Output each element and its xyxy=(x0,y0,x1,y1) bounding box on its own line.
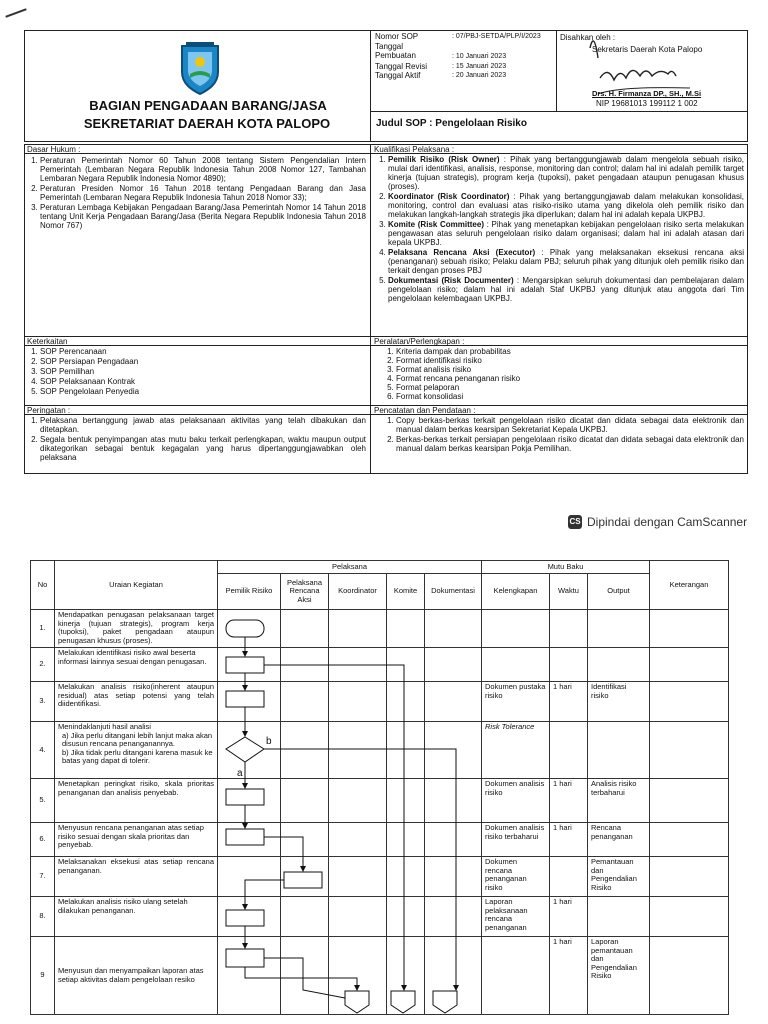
table-row: 3. Melakukan analisis risiko(inherent ataupun residual) atas setiap potensi yang telah diidentifikasi. Dokumen pustaka risiko 1 hari Identifikasi risiko xyxy=(31,682,729,722)
flow-start-terminator xyxy=(226,620,264,637)
peringatan-title: Peringatan : xyxy=(27,406,71,415)
pencatatan-item: 2. Berkas-berkas terkait persiapan pengelolaan risiko dicatat dan didata sebagai data elektronik dan manual dalam berkas kearsipan Pokja Pemilihan. xyxy=(396,435,744,453)
header-role: Pemilik Risiko xyxy=(218,574,281,610)
flow-process-box xyxy=(226,691,264,707)
peralatan-item: 2. Format identifikasi risiko xyxy=(396,356,744,365)
header-role: Koordinator xyxy=(329,574,387,610)
flow-offpage-connector xyxy=(345,991,369,1013)
flow-process-box xyxy=(226,657,264,673)
kualifikasi-item: 3. Komite (Risk Committee) : Pihak yang menetapkan kebijakan pengelolaan risiko serta melakukan pengawasan atas seluruh pengelolaan risiko dalam organisasi; dalam hal ini adalah atasan dari kepala UKPBJ. xyxy=(388,220,744,247)
meta-value-revisi: : 15 Januari 2023 xyxy=(452,63,507,70)
decision-label-b: b xyxy=(266,736,272,747)
kualifikasi-item: 2. Koordinator (Risk Coordinator) : Pihak yang bertanggungjawab dalam melakukan konsolidasi, monitoring, control dan evaluasi atas risiko-risiko utama yang dikelola oleh pemilik risiko dan melakukan langkah-langkah strategis jika diperlukan; dalam hal ini adalah kepala UKPBJ. xyxy=(388,192,744,219)
flow-decision-diamond xyxy=(226,737,264,762)
meta-label-pembuatan: Tanggal Pembuatan xyxy=(375,42,416,60)
peralatan-title: Peralatan/Perlengkapan : xyxy=(374,337,465,346)
approval-disahkan: Disahkan oleh : xyxy=(560,33,616,42)
approval-jabatan: Sekretaris Daerah Kota Palopo xyxy=(592,45,703,54)
header-mutu-baku: Mutu Baku xyxy=(482,561,650,574)
peringatan-item: 2. Segala bentuk penyimpangan atas mutu baku terkait perlengkapan, waktu maupun output dikategorikan sebagai bentuk kegagalan yang harus dipertanggungjawabkan oleh pelaksana xyxy=(40,435,366,462)
pencatatan-title: Pencatatan dan Pendataan : xyxy=(374,406,476,415)
keterkaitan-title: Keterkaitan xyxy=(27,337,68,346)
sop-title: Judul SOP : Pengelolaan Risiko xyxy=(376,118,527,129)
table-row: 8. Melakukan analisis risiko ulang setelah dilakukan penanganan. Laporan pelaksanaan rencana penanganan 1 hari xyxy=(31,897,729,937)
keterkaitan-item: 2. SOP Persiapan Pengadaan xyxy=(40,357,366,366)
header-uraian: Uraian Kegiatan xyxy=(55,561,218,610)
meta-label-revisi: Tanggal Revisi xyxy=(375,62,428,71)
flow-process-box xyxy=(226,829,264,845)
header-mutu-col: Waktu xyxy=(550,574,588,610)
header-role: Pelaksana Rencana Aksi xyxy=(281,574,329,610)
meta-value-pembuatan: : 10 Januari 2023 xyxy=(452,53,507,60)
table-row: 5. Menetapkan peringkat risiko, skala prioritas penanganan dan analisis penyebab. Dokumen analisis risiko 1 hari Analisis risiko terbaharui xyxy=(31,779,729,823)
peralatan-item: 3. Format analisis risiko xyxy=(396,365,744,374)
table-row: 6. Menyusun rencana penanganan atas setiap risiko sesuai dengan skala prioritas dan penyebab. Dokumen analisis risiko terbaharui 1 hari Rencana penanganan xyxy=(31,823,729,857)
dasar-hukum-item: 2. Peraturan Presiden Nomor 16 Tahun 2018 tentang Pengadaan Barang dan Jasa Pemerintah (Lembaran Negara Republik Indonesia Tahun 2018 Nomor 33); xyxy=(40,184,366,202)
header-pelaksana: Pelaksana xyxy=(218,561,482,574)
camscanner-badge: CS xyxy=(568,515,582,529)
table-row: 9 Menyusun dan menyampaikan laporan atas setiap aktivitas dalam pengelolaan resiko 1 hari Laporan pemantauan dan Pengendalian Risiko xyxy=(31,937,729,1015)
keterkaitan-item: 5. SOP Pengelolaan Penyedia xyxy=(40,387,366,396)
keterkaitan-item: 4. SOP Pelaksanaan Kontrak xyxy=(40,377,366,386)
approval-nama: Drs. H. Firmanza DP., SH., M.Si xyxy=(592,89,702,98)
table-row: 7. Melaksanakan eksekusi atas setiap rencana penanganan. Dokumen rencana penanganan risiko Pemantauan dan Pengendalian Risiko xyxy=(31,857,729,897)
flow-offpage-connector xyxy=(391,991,415,1013)
table-row: 2. Melakukan identifikasi risiko awal beserta informasi lainnya sesuai dengan penugasan. xyxy=(31,648,729,682)
meta-value-nomor: : 07/PBJ-SETDA/PLP/I/2023 xyxy=(452,33,541,40)
peringatan-item: 1. Pelaksana bertanggung jawab atas pelaksanaan aktivitas yang telah dibakukan dan ditetapkan. xyxy=(40,416,366,434)
dasar-hukum-item: 3. Peraturan Lembaga Kebijakan Pengadaan Barang/Jasa Pemerintah Nomor 14 Tahun 2018 tentang Unit Kerja Pengadaan Barang/Jasa (Berita Negara Republik Indonesia Tahun 2018 Nomor 767) xyxy=(40,203,366,230)
header-no: No xyxy=(31,561,55,610)
org-name-line1: BAGIAN PENGADAAN BARANG/JASA xyxy=(89,98,327,113)
dasar-hukum-title: Dasar Hukum : xyxy=(27,145,81,154)
org-name-line2: SEKRETARIAT DAERAH KOTA PALOPO xyxy=(83,116,331,131)
flow-process-box xyxy=(226,910,264,926)
flow-process-box xyxy=(226,789,264,805)
header-keterangan: Keterangan xyxy=(650,561,729,610)
kualifikasi-item: 1. Pemilik Risiko (Risk Owner) : Pihak yang bertanggungjawab dalam mengelola sebuah risiko, mulai dari identifikasi, analisis, response, monitoring dan control; dalam hal ini adalah pemilik target kinerja (tujuan strategis), program kerja (tupoksi), paket pengadaan ataupun penugasan khusus (proses). xyxy=(388,155,744,191)
table-row: 1. Mendapatkan penugasan pelaksanaan target kinerja (tujuan strategis), program kerja (tupoksi), paket pengadaan ataupun penugasan khusus (proses). xyxy=(31,610,729,648)
peralatan-item: 5. Format pelaporan xyxy=(396,383,744,392)
keterkaitan-item: 3. SOP Pemilihan xyxy=(40,367,366,376)
kualifikasi-item: 5. Dokumentasi (Risk Documenter) : Mengarsipkan seluruh dokumentasi dan pembelajaran dalam pengelolaan risiko; dalam hal ini adalah Staf UKPBJ yang ditunjuk atau anggota dari Tim pengelolaan kelembagaan UKPBJ. xyxy=(388,276,744,303)
kualifikasi-title: Kualifikasi Pelaksana : xyxy=(374,145,455,154)
approval-nip: NIP 19681013 199112 1 002 xyxy=(596,99,698,108)
decision-label-a: a xyxy=(237,768,243,779)
pencatatan-item: 1. Copy berkas-berkas terkait pengelolaan risiko dicatat dan didata sebagai data elektronik dan manual dalam berkas kearsipan Sekretariat Kepala UKPBJ. xyxy=(396,416,744,434)
flow-process-box xyxy=(284,872,322,888)
meta-value-aktif: : 20 Januari 2023 xyxy=(452,72,507,79)
camscanner-text: Dipindai dengan CamScanner xyxy=(587,515,748,529)
flow-process-box xyxy=(226,949,264,967)
flow-offpage-connector xyxy=(433,991,457,1013)
header-role: Dokumentasi xyxy=(425,574,482,610)
keterkaitan-item: 1. SOP Perencanaan xyxy=(40,347,366,356)
header-role: Komite xyxy=(387,574,425,610)
header-mutu-col: Kelengkapan xyxy=(482,574,550,610)
kualifikasi-item: 4. Pelaksana Rencana Aksi (Executor) : Pihak yang melaksanakan eksekusi rencana aksi (penanganan) sebuah risiko; Pelaku dalam PBJ; seluruh pihak yang ditunjuk oleh pemilik risiko dan terkait dengan proses PBJ xyxy=(388,248,744,275)
meta-label-nomor: Nomor SOP xyxy=(375,32,419,41)
peralatan-item: 1. Kriteria dampak dan probabilitas xyxy=(396,347,744,356)
dasar-hukum-item: 1. Peraturan Pemerintah Nomor 60 Tahun 2008 tentang Sistem Pengendalian Intern Pemerintah (Lembaran Negara Republik Indonesia Tahun 2008 Nomor 127, Tambahan Lembaran Negara Republik Indonesia Nomor 4890); xyxy=(40,156,366,183)
meta-label-aktif: Tanggal Aktif xyxy=(375,71,421,80)
peralatan-item: 4. Format rencana penanganan risiko xyxy=(396,374,744,383)
peralatan-item: 6. Format konsolidasi xyxy=(396,392,744,401)
table-row: 4. Menindaklanjuti hasil analisi a) Jika perlu ditangani lebih lanjut maka akan disusun rencana penanganannya. b) Jika tidak perlu ditangani karena masuk ke batas yang dapat di tolerir. Risk Tolerance xyxy=(31,722,729,779)
header-mutu-col: Output xyxy=(588,574,650,610)
